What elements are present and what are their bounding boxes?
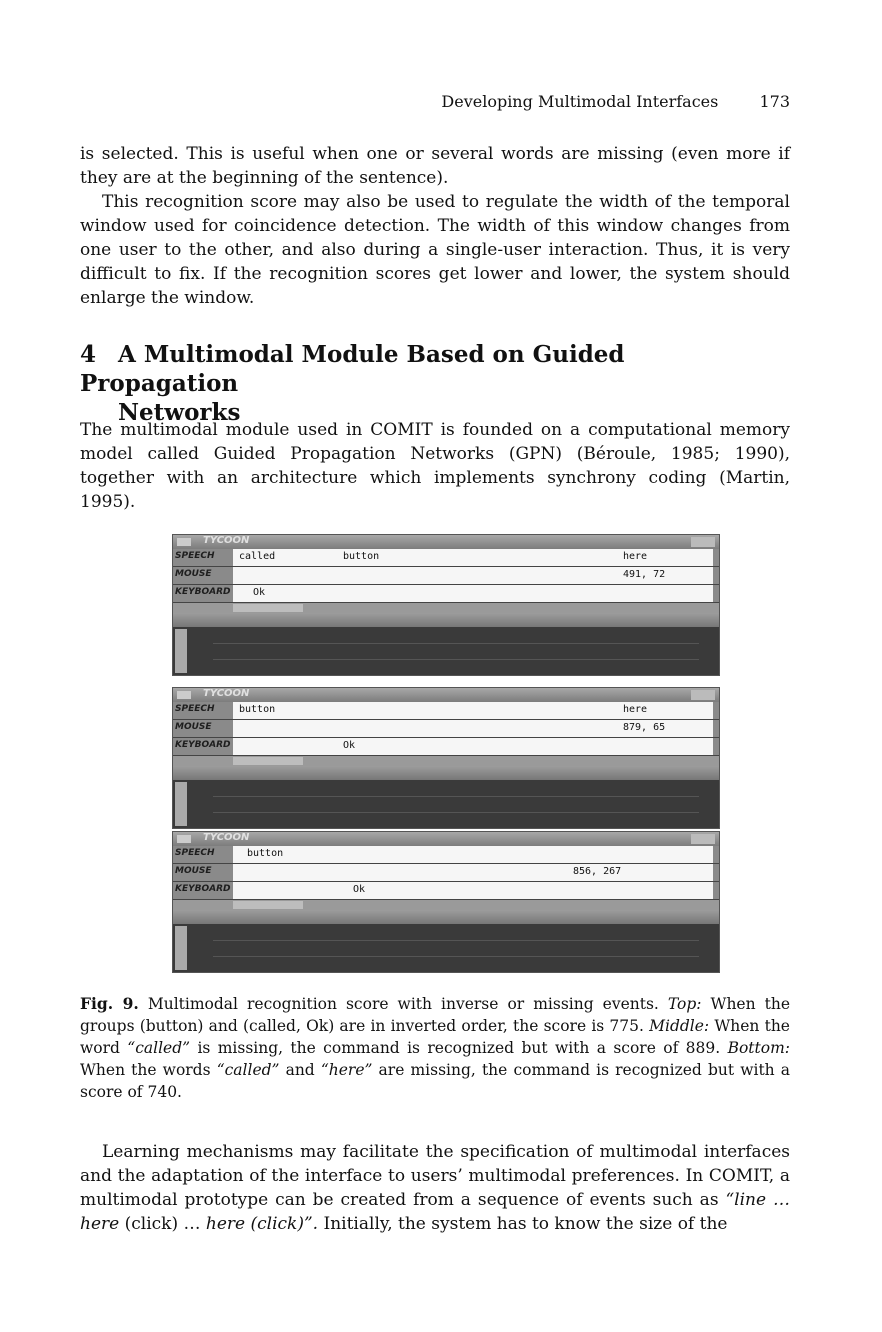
caption-quote: “here” [320, 1061, 373, 1079]
speech-field [233, 846, 713, 863]
log-line [213, 956, 699, 957]
caption-text: are missing, the command is recognized but with a score of 740. [80, 1061, 791, 1101]
keyboard-label: KEYBOARD [175, 740, 231, 750]
keyboard-value: Ok [253, 587, 266, 598]
caption-quote: “called” [216, 1061, 280, 1079]
paragraph-3: The multimodal module used in COMIT is founded on a computational memory model called Guided Propagation Networks (GPN) (Béroule, 1985; 1990), together with an architecture which implements synchrony coding (Martin, 1995). [80, 420, 790, 512]
caption-label: Fig. 9. [80, 994, 139, 1013]
log-window [173, 924, 719, 972]
caption-text: Multimodal recognition score with inverse or missing events. [138, 995, 668, 1013]
para4-text: (click) … [119, 1214, 206, 1234]
header-title: Developing Multimodal Interfaces [441, 92, 719, 111]
window-buttons-icon [691, 834, 715, 844]
para4-text: Initially, the system has to know the size of the [318, 1214, 728, 1234]
keyboard-field [233, 882, 713, 899]
mouse-label: MOUSE [175, 722, 212, 732]
speech-row [173, 702, 719, 720]
window-titlebar [173, 535, 719, 549]
caption-text: and [279, 1061, 321, 1079]
caption-text: When the groups (button) and (called, Ok) are in inverted order, the score is 775. [80, 995, 790, 1035]
mouse-row [173, 567, 719, 585]
mouse-label: MOUSE [175, 866, 212, 876]
mouse-field [233, 864, 713, 881]
speech-word: called [239, 551, 276, 562]
caption-text: When the words [80, 1061, 217, 1079]
caption-top: Top: [667, 995, 702, 1013]
sub-window-titlebar [173, 766, 719, 780]
sub-window-titlebar [173, 910, 719, 924]
speech-label: SPEECH [175, 551, 215, 561]
caption-text: is missing, the command is recognized but with a score of 889. [190, 1039, 728, 1057]
keyboard-field [233, 585, 713, 602]
keyboard-label: KEYBOARD [175, 587, 231, 597]
paragraph-1: is selected. This is useful when one or several words are missing (even more if they are at the beginning of the sentence). [80, 144, 790, 188]
horizontal-scrollbar [173, 756, 719, 766]
system-menu-icon [177, 538, 191, 546]
section-title-line1: A Multimodal Module Based on Guided Propagation [80, 341, 625, 397]
paragraph-4 [80, 1140, 790, 1236]
speech-word: here [623, 551, 648, 562]
vertical-scrollbar [175, 782, 187, 826]
mouse-coords: 856, 267 [573, 866, 622, 877]
speech-word: button [247, 848, 284, 859]
keyboard-row [173, 882, 719, 900]
caption-middle: Middle: [649, 1017, 710, 1035]
horizontal-scrollbar [173, 603, 719, 613]
section-heading [80, 340, 790, 427]
section-title-line2: Networks [118, 399, 241, 426]
body-text-bottom [80, 1140, 790, 1236]
keyboard-value: Ok [353, 884, 366, 895]
speech-word: button [343, 551, 380, 562]
speech-word: button [239, 704, 276, 715]
body-text-section [80, 418, 790, 514]
keyboard-label: KEYBOARD [175, 884, 231, 894]
para4-italic: “line … here [80, 1190, 790, 1234]
caption-quote: “called” [127, 1039, 191, 1057]
window-titlebar [173, 688, 719, 702]
window-buttons-icon [691, 690, 715, 700]
speech-field [233, 702, 713, 719]
speech-row [173, 846, 719, 864]
running-header [441, 92, 790, 111]
window-title: TYCOON [203, 535, 250, 546]
figure-panel-top [172, 534, 720, 676]
sub-window-titlebar [173, 613, 719, 627]
paragraph-2: This recognition score may also be used to regulate the width of the temporal window used for coincidence detection. The width of this window changes from one user to the other, and also during a single-user interaction. Thus, it is very difficult to fix. If the recognition scores get lower and lower, the system should enlarge the window. [80, 192, 790, 308]
window-buttons-icon [691, 537, 715, 547]
vertical-scrollbar [175, 926, 187, 970]
figure-panel-bottom [172, 831, 720, 973]
log-window [173, 780, 719, 828]
log-line [213, 796, 699, 797]
scroll-thumb [233, 901, 303, 909]
mouse-label: MOUSE [175, 569, 212, 579]
mouse-field [233, 720, 713, 737]
page-number: 173 [759, 92, 790, 111]
log-line [213, 643, 699, 644]
log-line [213, 940, 699, 941]
para4-italic: here (click)”. [205, 1214, 319, 1234]
section-number: 4 [80, 341, 97, 368]
mouse-row [173, 864, 719, 882]
keyboard-row [173, 738, 719, 756]
system-menu-icon [177, 835, 191, 843]
speech-word: here [623, 704, 648, 715]
window-title: TYCOON [203, 832, 250, 843]
caption-bottom: Bottom: [727, 1039, 790, 1057]
figure-caption [80, 993, 790, 1103]
log-line [213, 812, 699, 813]
mouse-row [173, 720, 719, 738]
keyboard-row [173, 585, 719, 603]
vertical-scrollbar [175, 629, 187, 673]
log-line [213, 659, 699, 660]
window-titlebar [173, 832, 719, 846]
keyboard-field [233, 738, 713, 755]
speech-label: SPEECH [175, 704, 215, 714]
speech-label: SPEECH [175, 848, 215, 858]
mouse-field [233, 567, 713, 584]
mouse-coords: 491, 72 [623, 569, 666, 580]
scroll-thumb [233, 604, 303, 612]
system-menu-icon [177, 691, 191, 699]
horizontal-scrollbar [173, 900, 719, 910]
scroll-thumb [233, 757, 303, 765]
window-title: TYCOON [203, 688, 250, 699]
keyboard-value: Ok [343, 740, 356, 751]
log-window [173, 627, 719, 675]
speech-field [233, 549, 713, 566]
body-text-top [80, 142, 790, 310]
para4-text: Learning mechanisms may facilitate the specification of multimodal interfaces and the adaptation of the interface to users’ multimodal preferences. In COMIT, a multimodal prototype can be created from a sequence of events such as [80, 1142, 790, 1210]
mouse-coords: 879, 65 [623, 722, 666, 733]
speech-row [173, 549, 719, 567]
caption-text: When the word [80, 1017, 790, 1057]
figure-panel-middle [172, 687, 720, 829]
